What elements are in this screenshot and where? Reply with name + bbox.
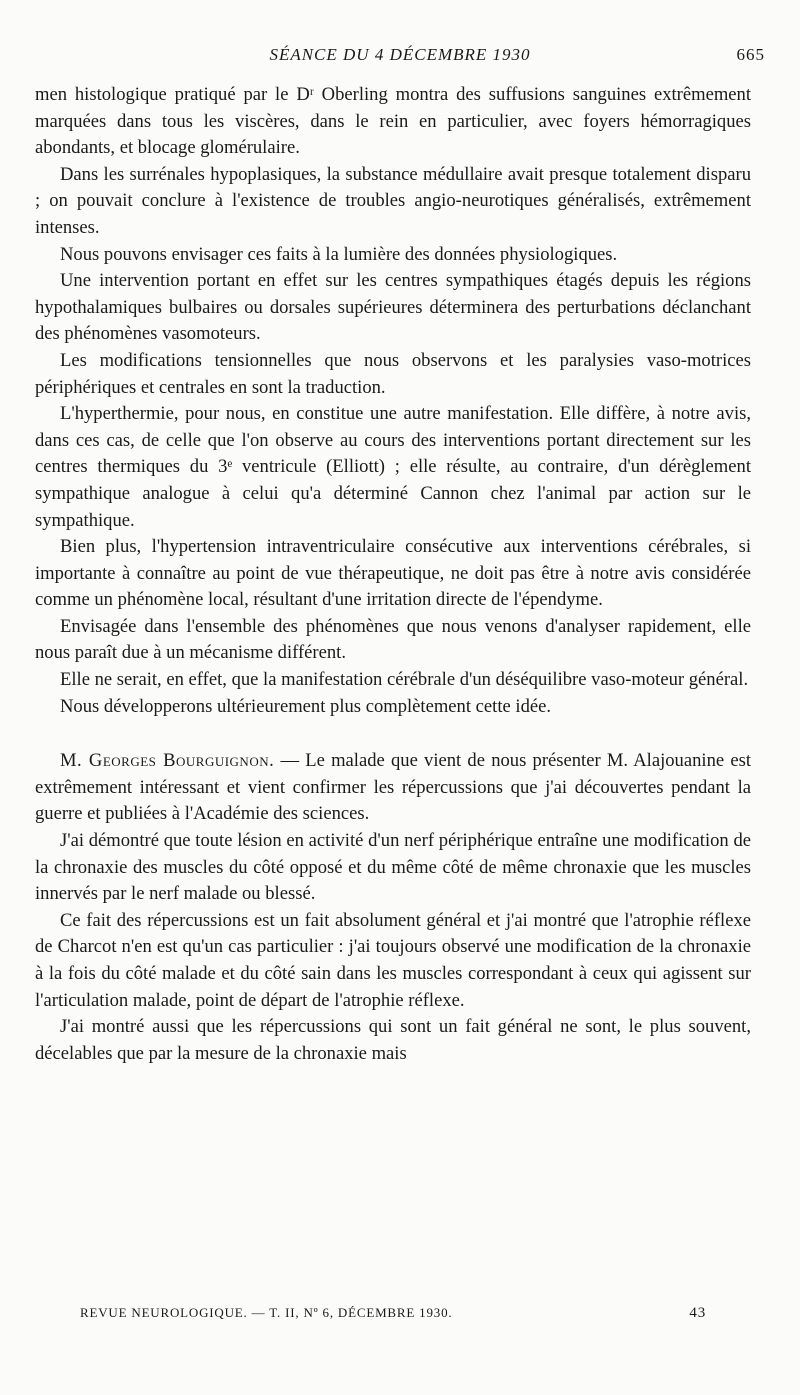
- paragraph: Bien plus, l'hypertension intraventriculaire consécutive aux interventions cérébrales, si importante à connaître au point de vue thérapeutique, ne doit pas être à notre avis considérée comme un phénomène local, résultant d'une irritation directe de l'épendyme.: [35, 536, 751, 611]
- article-body: [35, 82, 751, 1067]
- paragraph: Ce fait des répercussions est un fait absolument général et j'ai montré que l'atrophie réflexe de Charcot n'en est qu'un cas particulier : j'ai toujours observé une modification de la chronaxie à la fois du côté malade et du côté sain dans les muscles correspondant à ceux qui agissent sur l'articulation malade, point de départ de l'atrophie réflexe.: [35, 909, 751, 1011]
- paragraph: J'ai démontré que toute lésion en activité d'un nerf périphérique entraîne une modification de la chronaxie des muscles du côté opposé et du même côté de même chronaxie que les muscles innervés par le nerf malade ou blessé.: [35, 830, 751, 905]
- paragraph: J'ai montré aussi que les répercussions qui sont un fait général ne sont, le plus souvent, décelables que par la mesure de la chronaxie mais: [35, 1016, 751, 1064]
- author-name: M. Georges Bourguignon.: [60, 750, 275, 772]
- paragraph: Une intervention portant en effet sur les centres sympathiques étagés depuis les régions hypothalamiques bulbaires ou dorsales supérieures déterminera des perturbations déclanchant des phénomènes vasomoteurs.: [35, 270, 751, 345]
- paragraph: Nous pouvons envisager ces faits à la lumière des données physiologiques.: [60, 243, 618, 265]
- paragraph: Nous développerons ultérieurement plus complètement cette idée.: [60, 695, 552, 717]
- paragraph: men histologique pratiqué par le Dʳ Oberling montra des suffusions sanguines extrêmement marquées dans tous les viscères, dans le rein en particulier, avec foyers hémorragiques abondants, et blocage glomérulaire.: [35, 84, 751, 159]
- page-footer: [80, 1305, 706, 1329]
- signature-number: 43: [689, 1305, 706, 1321]
- paragraph: Les modifications tensionnelles que nous observons et les paralysies vaso-motrices périphériques et centrales en sont la traduction.: [35, 349, 751, 398]
- paragraph: L'hyperthermie, pour nous, en constitue une autre manifestation. Elle diffère, à notre avis, dans ces cas, de celle que l'on observe au cours des interventions portant directement sur les centres thermiques du 3ᵉ ventricule (Elliott) ; elle résulte, au contraire, d'un dérèglement sympathique analogue à celui qu'a déterminé Cannon chez l'animal par action sur le sympathique.: [35, 403, 751, 531]
- paragraph: Elle ne serait, en effet, que la manifestation cérébrale d'un déséquilibre vaso-moteur général.: [60, 669, 749, 691]
- paragraph: Dans les surrénales hypoplasiques, la substance médullaire avait presque totalement disparu ; on pouvait conclure à l'existence de troubles angio-neurotiques généralisés, extrêmement intenses.: [35, 163, 751, 238]
- journal-citation: REVUE NEUROLOGIQUE. — T. II, Nº 6, DÉCEMBRE 1930.: [80, 1305, 453, 1320]
- paragraph: Envisagée dans l'ensemble des phénomènes que nous venons d'analyser rapidement, elle nous paraît due à un mécanisme différent.: [35, 615, 751, 664]
- page-header: [0, 45, 800, 67]
- discussion-text: — Le malade que vient de nous présenter M. Alajouanine est extrêmement intéressant et vient confirmer les répercussions que j'ai découvertes pendant la guerre et publiées à l'Académie des sciences.: [35, 750, 751, 825]
- running-title: SÉANCE DU 4 DÉCEMBRE 1930: [269, 45, 531, 64]
- page-number: 665: [736, 45, 765, 64]
- discussion-paragraph: [35, 748, 751, 828]
